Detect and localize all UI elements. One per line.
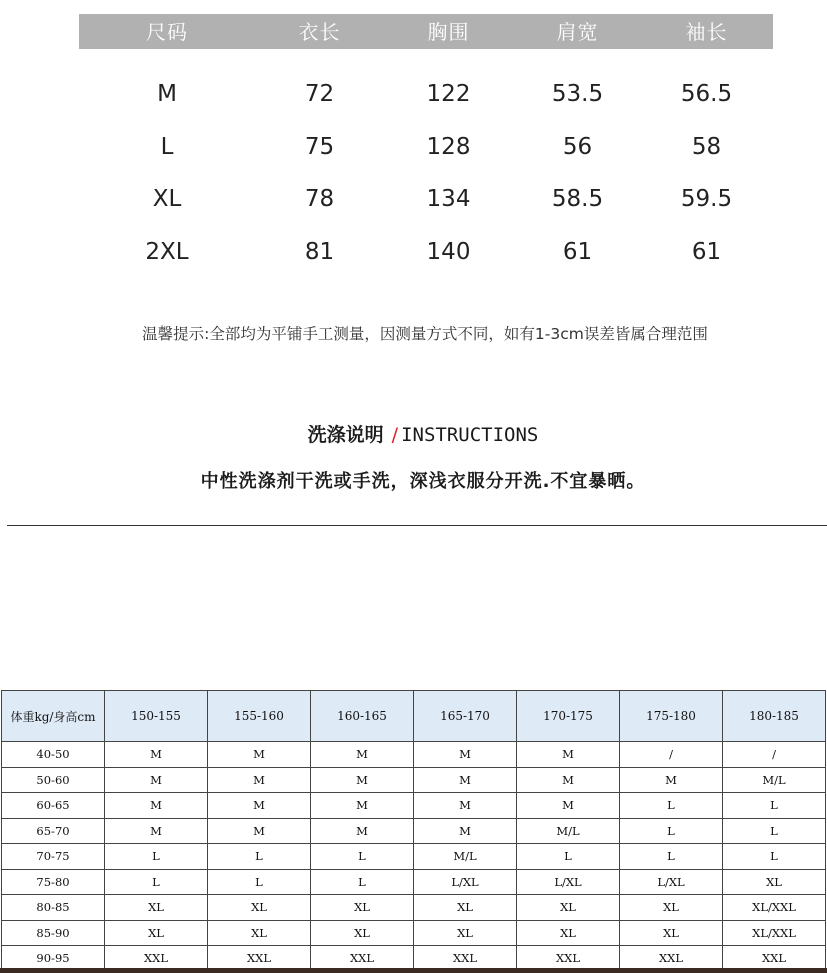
fit-table-row: [2, 869, 826, 895]
fit-table-row: [2, 818, 826, 844]
wash-text: 中性洗涤剂干洗或手洗，深浅衣服分开洗.不宜暴晒。: [200, 471, 646, 492]
fit-table-row: [2, 767, 826, 793]
fit-size-cell: XL: [208, 895, 311, 921]
fit-size-cell: M: [208, 742, 311, 768]
fit-size-cell: M: [517, 742, 620, 768]
size-table-header: [79, 14, 773, 49]
shoulder-cell: 56: [562, 133, 593, 160]
fit-size-cell: L: [620, 818, 723, 844]
section-divider: [7, 525, 827, 526]
fit-size-cell: M: [311, 767, 414, 793]
fit-size-cell: L: [208, 869, 311, 895]
chest-cell: 140: [426, 239, 471, 266]
fit-size-cell: M: [517, 767, 620, 793]
fit-size-cell: XL: [105, 895, 208, 921]
fit-size-cell: /: [620, 742, 723, 768]
weight-cell: 75-80: [2, 869, 105, 895]
wash-title-cn: 洗涤说明: [307, 424, 384, 446]
fit-size-cell: M: [414, 742, 517, 768]
fit-size-cell: XL/XXL: [723, 920, 826, 946]
height-header: 165-170: [414, 691, 517, 742]
fit-size-cell: XXL: [105, 946, 208, 972]
fit-size-cell: M/L: [414, 844, 517, 870]
size-table-body: [79, 68, 773, 278]
fit-table-row: [2, 920, 826, 946]
length-cell: 78: [304, 186, 335, 213]
fit-size-cell: M: [208, 793, 311, 819]
fit-table-row: [2, 895, 826, 921]
fit-size-cell: XL: [311, 895, 414, 921]
fit-size-cell: L: [723, 844, 826, 870]
fit-size-cell: L: [517, 844, 620, 870]
weight-cell: 80-85: [2, 895, 105, 921]
sleeve-cell: 56.5: [680, 81, 733, 108]
fit-size-cell: L: [723, 818, 826, 844]
size-cell: M: [157, 81, 177, 108]
wash-title-en: INSTRUCTIONS: [401, 424, 539, 446]
fit-size-cell: L: [105, 869, 208, 895]
bottom-border: [0, 968, 827, 973]
header-size: 尺码: [146, 20, 188, 44]
fit-size-cell: L/XL: [620, 869, 723, 895]
fit-size-cell: XL: [208, 920, 311, 946]
fit-size-cell: XXL: [414, 946, 517, 972]
size-row: [79, 121, 773, 174]
height-header: 175-180: [620, 691, 723, 742]
fit-size-cell: XL: [414, 920, 517, 946]
fit-size-cell: L: [620, 793, 723, 819]
fit-size-cell: XXL: [723, 946, 826, 972]
weight-cell: 60-65: [2, 793, 105, 819]
fit-size-cell: M/L: [723, 767, 826, 793]
header-length: 衣长: [298, 20, 341, 44]
fit-size-cell: XL: [620, 920, 723, 946]
fit-size-cell: M: [208, 818, 311, 844]
weight-cell: 50-60: [2, 767, 105, 793]
chest-cell: 134: [426, 186, 471, 213]
fit-size-cell: M: [105, 793, 208, 819]
fit-size-cell: /: [723, 742, 826, 768]
fit-table-row: [2, 742, 826, 768]
fit-size-cell: M: [208, 767, 311, 793]
fit-size-cell: M/L: [517, 818, 620, 844]
fit-size-cell: XXL: [311, 946, 414, 972]
fit-size-cell: L: [311, 844, 414, 870]
shoulder-cell: 61: [562, 239, 593, 266]
fit-size-cell: XL/XXL: [723, 895, 826, 921]
measurement-tip: 温馨提示:全部均为平铺手工测量，因测量方式不同，如有1-3cm误差皆属合理范围: [142, 325, 708, 343]
header-sleeve: 袖长: [685, 20, 728, 44]
weight-cell: 85-90: [2, 920, 105, 946]
weight-cell: 65-70: [2, 818, 105, 844]
fit-size-cell: XXL: [208, 946, 311, 972]
height-header: 155-160: [208, 691, 311, 742]
fit-size-cell: M: [517, 793, 620, 819]
size-cell: L: [160, 133, 174, 160]
fit-size-cell: XL: [105, 920, 208, 946]
weight-cell: 70-75: [2, 844, 105, 870]
fit-size-cell: M: [105, 742, 208, 768]
fit-size-cell: XL: [414, 895, 517, 921]
wash-title-slash: /: [391, 424, 399, 446]
fit-table-body: [2, 742, 826, 972]
weight-cell: 90-95: [2, 946, 105, 972]
fit-size-cell: L: [105, 844, 208, 870]
fit-size-cell: XL: [311, 920, 414, 946]
fit-size-cell: M: [414, 818, 517, 844]
fit-size-cell: M: [311, 793, 414, 819]
sleeve-cell: 58: [691, 133, 722, 160]
fit-size-cell: XL: [620, 895, 723, 921]
header-chest: 胸围: [427, 20, 470, 44]
fit-size-cell: M: [311, 818, 414, 844]
chest-cell: 128: [426, 133, 471, 160]
fit-size-cell: L/XL: [414, 869, 517, 895]
fit-size-cell: L: [311, 869, 414, 895]
fit-size-cell: L/XL: [517, 869, 620, 895]
fit-size-cell: M: [311, 742, 414, 768]
wash-title: [0, 420, 827, 447]
fit-table-header-row: [2, 691, 826, 742]
sleeve-cell: 61: [691, 239, 722, 266]
fit-size-cell: XXL: [517, 946, 620, 972]
sleeve-cell: 59.5: [680, 186, 733, 213]
size-cell: XL: [152, 186, 182, 213]
fit-size-cell: M: [414, 767, 517, 793]
fit-table: [1, 690, 826, 972]
fit-size-cell: M: [620, 767, 723, 793]
size-row: [79, 226, 773, 279]
fit-size-cell: L: [723, 793, 826, 819]
fit-size-cell: L: [620, 844, 723, 870]
fit-size-cell: XXL: [620, 946, 723, 972]
header-shoulder: 肩宽: [556, 20, 599, 44]
shoulder-cell: 53.5: [551, 81, 604, 108]
fit-size-cell: M: [105, 818, 208, 844]
size-row: [79, 68, 773, 121]
fit-size-cell: M: [414, 793, 517, 819]
fit-size-cell: XL: [723, 869, 826, 895]
fit-table-row: [2, 844, 826, 870]
fit-size-cell: XL: [517, 920, 620, 946]
size-cell: 2XL: [145, 239, 189, 266]
height-header: 160-165: [311, 691, 414, 742]
fit-corner-cell: 体重kg/身高cm: [2, 691, 105, 742]
size-row: [79, 173, 773, 226]
height-header: 150-155: [105, 691, 208, 742]
length-cell: 72: [304, 81, 335, 108]
fit-size-cell: XL: [517, 895, 620, 921]
weight-cell: 40-50: [2, 742, 105, 768]
height-header: 170-175: [517, 691, 620, 742]
height-header: 180-185: [723, 691, 826, 742]
length-cell: 75: [304, 133, 335, 160]
length-cell: 81: [304, 239, 335, 266]
fit-size-cell: L: [208, 844, 311, 870]
fit-size-cell: M: [105, 767, 208, 793]
shoulder-cell: 58.5: [551, 186, 604, 213]
fit-table-row: [2, 793, 826, 819]
chest-cell: 122: [426, 81, 471, 108]
